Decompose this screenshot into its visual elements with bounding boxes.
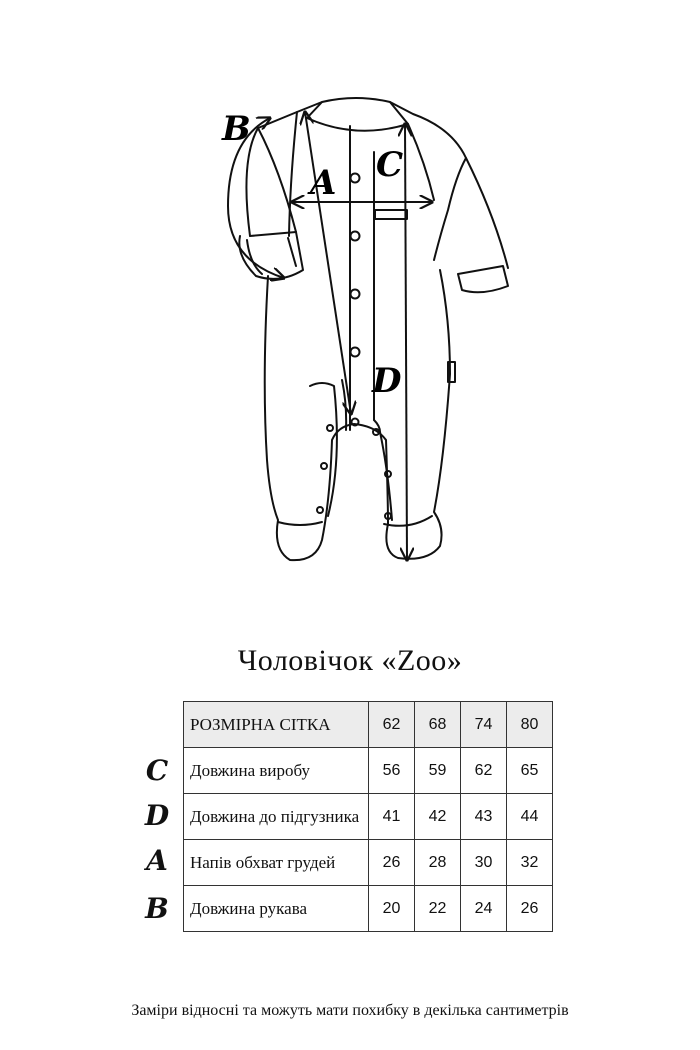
table-header-row: [184, 702, 553, 748]
table-cell: 22: [415, 886, 461, 932]
table-cell: 26: [369, 840, 415, 886]
snap-buttons: [317, 174, 391, 520]
size-header-cell: 80: [507, 702, 553, 748]
row-label: Довжина до підгузника: [184, 794, 369, 840]
table-row: [184, 840, 553, 886]
table-cell: 42: [415, 794, 461, 840]
size-header-cell: 68: [415, 702, 461, 748]
row-marker-a: A: [146, 844, 168, 877]
marker-c: C: [376, 145, 404, 185]
marker-d: D: [372, 361, 402, 401]
table-row: [184, 886, 553, 932]
row-marker-c: C: [145, 754, 169, 787]
table-cell: 26: [507, 886, 553, 932]
size-chart-header: РОЗМІРНА СІТКА: [184, 702, 369, 748]
table-cell: 65: [507, 748, 553, 794]
product-title: Чоловічок «Zoo»: [237, 644, 463, 677]
row-label: Довжина рукава: [184, 886, 369, 932]
table-cell: 43: [461, 794, 507, 840]
table-row: [184, 794, 553, 840]
row-marker-b: B: [145, 892, 169, 925]
table-cell: 59: [415, 748, 461, 794]
size-header-cell: 74: [461, 702, 507, 748]
marker-b: B: [222, 109, 251, 149]
romper-outline: [239, 98, 508, 560]
table-cell: 30: [461, 840, 507, 886]
table-cell: 28: [415, 840, 461, 886]
table-cell: 32: [507, 840, 553, 886]
table-cell: 20: [369, 886, 415, 932]
row-marker-d: D: [144, 799, 170, 832]
measurement-disclaimer: Заміри відносні та можуть мати похибку в декілька сантиметрів: [131, 1002, 569, 1019]
table-cell: 41: [369, 794, 415, 840]
table-cell: 24: [461, 886, 507, 932]
table-cell: 62: [461, 748, 507, 794]
table-cell: 44: [507, 794, 553, 840]
row-label: Довжина виробу: [184, 748, 369, 794]
table-row: [184, 748, 553, 794]
table-cell: 56: [369, 748, 415, 794]
marker-a: A: [310, 163, 337, 203]
size-chart-table: [183, 701, 553, 932]
size-header-cell: 62: [369, 702, 415, 748]
row-label: Напів обхват грудей: [184, 840, 369, 886]
